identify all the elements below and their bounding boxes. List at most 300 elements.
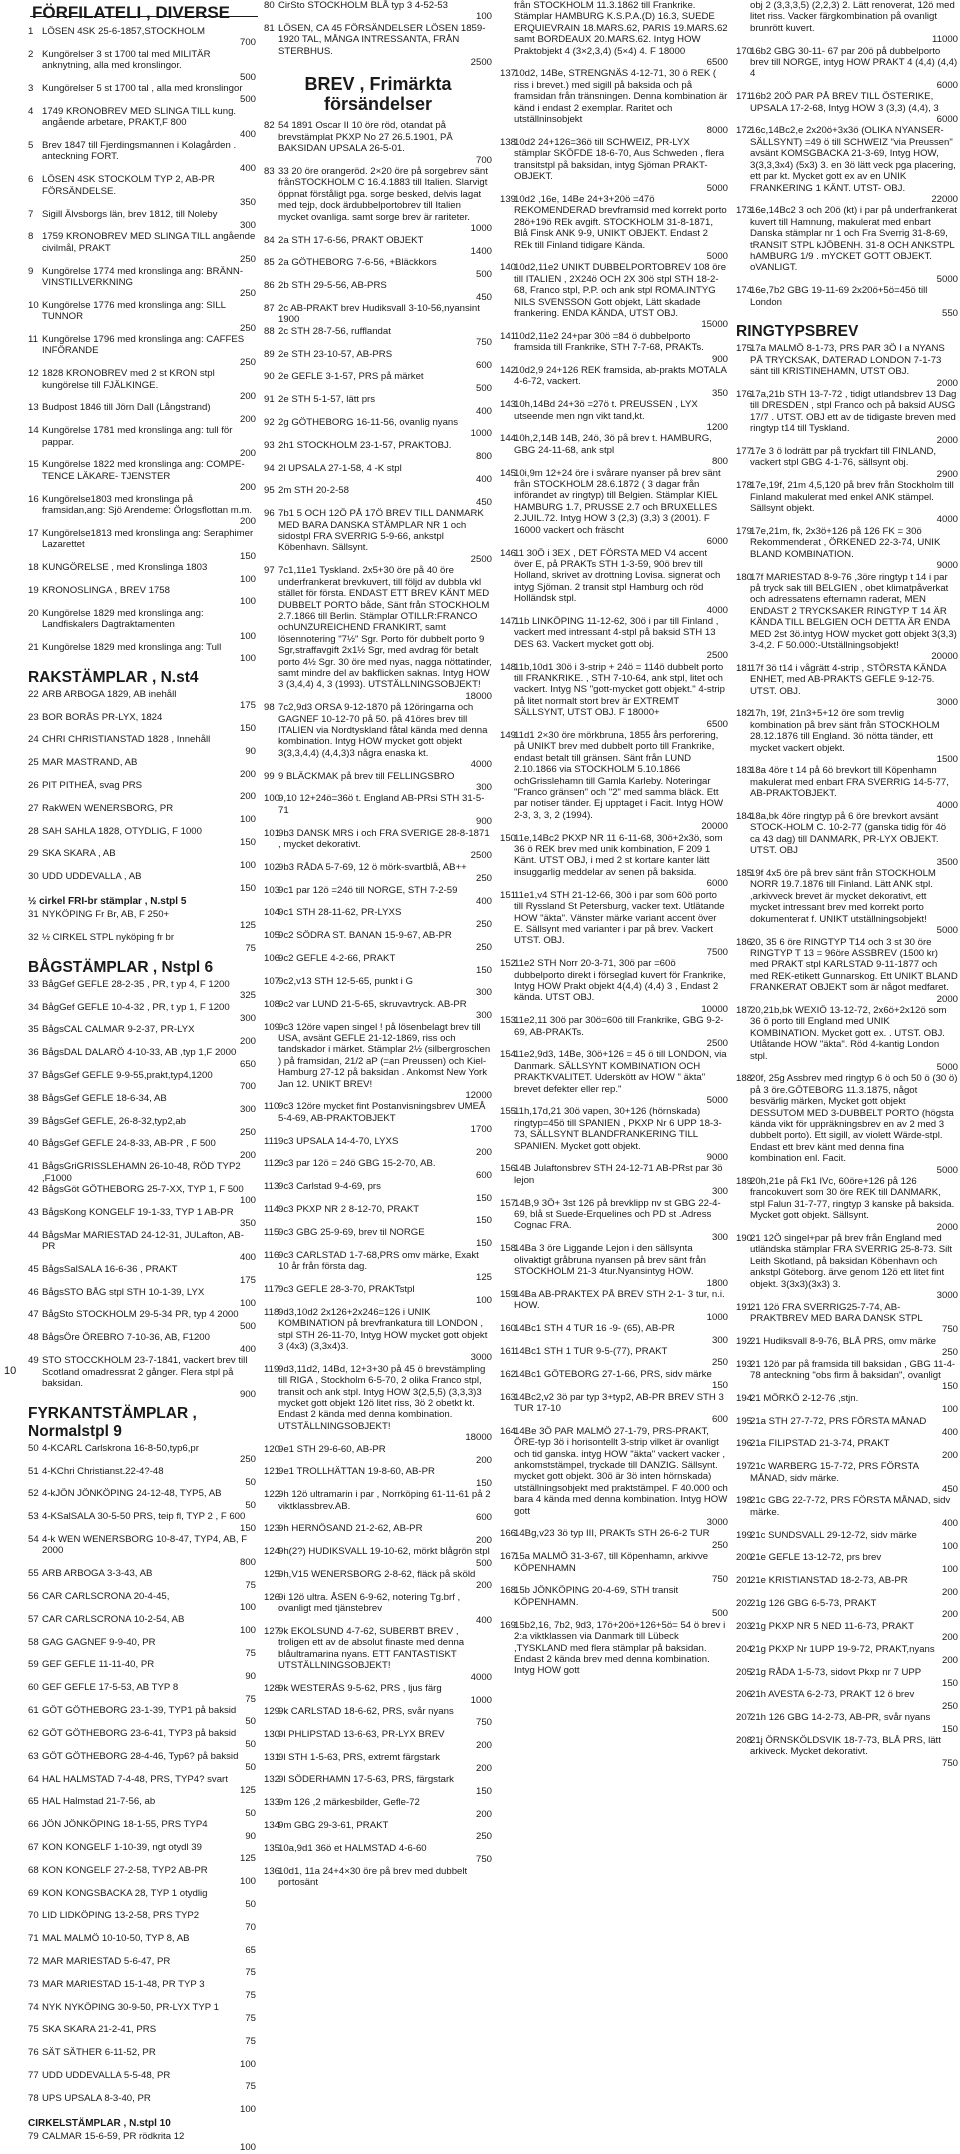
lot-item <box>28 1138 256 1161</box>
lot-price: 6000 <box>706 878 728 890</box>
lot-description: 9k CARLSTAD 18-6-62, PRS, svår nyans 750 <box>278 1705 492 1729</box>
lot-item <box>736 480 958 526</box>
lot-description: 9c2 SÖDRA ST. BANAN 15-9-67, AB-PR 250 <box>278 930 492 953</box>
lot-item <box>28 1774 256 1797</box>
lot-description: 9c3 12öre vapen singel ! på lösenbelagt brev till USA, avsänt GEFLE 21-12-1869, riss och tandskador i märket. Stämplar 2½ (silbergroschen ) på framsidan, 21/2 aP (=an Preussen) och Kiel-Hamburg 27-12 på baksidan . Ankomst New York Jan 12. UNIKT BREV! 12000 <box>278 1021 492 1101</box>
lot-item <box>28 1728 256 1751</box>
lot-price: 2000 <box>936 377 958 389</box>
lot-item <box>500 1392 728 1426</box>
lot-number: 72 <box>28 1956 39 1967</box>
lot-description: 14B Julaftonsbrev STH 24-12-71 AB-PRst par 3ö lejon 300 <box>514 1163 728 1198</box>
lot-number: 24 <box>28 734 39 746</box>
lot-description: 21 12Ö singel+par på brev från England med utländska stämplar FRA SVERRIG 25-8-73. Silt Leith Skotland, på baksidan Köbenhavn och ankstpl Göteborg. ärve genom 12ö ett litet fint objekt. 3(3x3)(3x3) 3. 3000 <box>750 1233 958 1302</box>
lot-description: 17a,21b STH 13-7-72 , tidigt utlandsbrev 13 Dag till DRESDEN , stpl Franco och på baksid AUSG 17/7 . UTST. OBJ ett av de tidigaste breven med ringtyp t14 till Tyskland. 2000 <box>750 389 958 446</box>
lot-item <box>736 663 958 709</box>
lot-number: 146 <box>500 547 517 559</box>
lot-description: 21g PKXP Nr 1UPP 19-9-72, PRAKT,nyans 200 <box>750 1643 958 1667</box>
lot-number: 97 <box>264 565 275 577</box>
lot-number: 191 <box>736 1301 753 1313</box>
lot-item <box>28 266 256 300</box>
lot-item <box>28 209 256 232</box>
lot-price: 500 <box>475 382 492 394</box>
lot-price: 150 <box>475 1192 492 1204</box>
lot-item <box>28 2093 256 2116</box>
lot-number: 170 <box>736 45 753 57</box>
lot-item <box>264 1592 492 1626</box>
lot-number: 152 <box>500 958 517 970</box>
lot-price: 175 <box>239 1275 256 1287</box>
lot-number: 27 <box>28 802 39 814</box>
lot-price: 700 <box>239 1081 256 1093</box>
subheading-cirkel: CIRKELSTÄMPLAR , N.stpl 10 <box>28 2117 171 2129</box>
lot-price: 900 <box>711 353 728 365</box>
lot-price: 250 <box>475 1831 492 1843</box>
lot-number: 54 <box>28 1533 39 1545</box>
lot-description: Brev 1847 till Fjerdingsmannen i Kolagården . anteckning FORT. 400 <box>42 140 256 174</box>
lot-item <box>28 1002 256 1025</box>
lot-item <box>28 803 256 826</box>
lot-description: BågsSalSALA 16-6-36 , PRAKT 175 <box>42 1263 256 1287</box>
lot-price: 400 <box>239 128 256 140</box>
lot-number: 131 <box>264 1751 281 1763</box>
lot-description: BågsGriGRISSLEHAMN 26-10-48, RÖD TYP2 ,F1000 <box>42 1161 241 1184</box>
lot-description: 9m GBG 29-3-61, PRAKT 250 <box>278 1819 492 1843</box>
lot-number: 123 <box>264 1523 281 1535</box>
lot-description: 9m 126 ,2 märkesbilder, Gefle-72 200 <box>278 1797 492 1820</box>
lot-description: 21g RÅDA 1-5-73, sidovt Pkxp nr 7 UPP 150 <box>750 1666 958 1689</box>
lot-number: 16 <box>28 493 39 505</box>
lot-number: 199 <box>736 1529 753 1541</box>
lot-price: 450 <box>475 291 492 303</box>
lot-number: 183 <box>736 765 753 777</box>
lot-item <box>264 417 492 440</box>
lot-price: 11000 <box>932 34 958 46</box>
lot-price: 2000 <box>936 434 958 446</box>
lot-price: 325 <box>239 990 256 1002</box>
lot-description: 54 1891 Oscar II 10 öre röd, otandat på brevstämplat PKXP No 27 26.5.1901, PÅ BAKSIDAN UPSALA 26-5-01. 700 <box>278 120 492 166</box>
lot-item <box>28 106 256 140</box>
lot-price: 500 <box>475 268 492 280</box>
lot-description: 10i,9m 12+24 öre i svårare nyanser på brev sänt från STOCKHOLM 28.6.1872 ( 3 dagar från införandet av ringtyp) till Belgien. Stämplar KIEL HAMBURG 1.7, PRUSSE 2.7 och BRUXELLES 2.JUIL.72. Intyg HOW 3 (2,3) (3,3) 3 (2001). F 16000 vackert och fräscht 6000 <box>514 467 728 548</box>
lot-description: UPS UPSALA 8-3-40, PR 100 <box>42 2092 256 2116</box>
lot-item <box>28 1796 256 1819</box>
lot-description: 10d2,9 24+126 REK framsida, ab-prakts MOTALA 4-6-72, vackert. 350 <box>514 365 728 399</box>
lot-number: 110 <box>264 1101 280 1113</box>
lot-number: 201 <box>736 1575 753 1587</box>
lot-item <box>264 280 492 303</box>
lot-number: 106 <box>264 953 281 965</box>
lot-item <box>28 1614 256 1637</box>
lot-item <box>28 1888 256 1911</box>
lot-item <box>500 616 728 662</box>
lot-number: 148 <box>500 661 517 673</box>
lot-description: KON KONGELF 27-2-58, TYP2 AB-PR 100 <box>42 1864 256 1888</box>
lot-item <box>28 1705 256 1728</box>
lot-description: GAG GAGNEF 9-9-40, PR 75 <box>42 1636 256 1660</box>
lot-description: 17f 3ö t14 i vågrätt 4-strip , STÖRSTA KÄNDA ENHET, med AB-PRAKTS GEFLE 9-12-75. UTST. OBJ. 3000 <box>750 662 958 708</box>
lot-item <box>28 1230 256 1264</box>
lot-item <box>28 1116 256 1139</box>
lot-price: 750 <box>475 1854 492 1866</box>
lot-description: 2m STH 20-2-58 450 <box>278 485 492 508</box>
lot-number: 113 <box>264 1181 280 1193</box>
lot-price: 200 <box>239 516 256 528</box>
lot-price: 50 <box>245 1476 256 1488</box>
lot-price: 300 <box>239 1104 256 1116</box>
lot-number: 116 <box>264 1249 280 1261</box>
lot-description: 21 12ö FRA SVERRIG25-7-74, AB-PRAKTBREV MED BARA DANSK STPL 750 <box>750 1301 958 1336</box>
lot-description: BågsKong KONGELF 19-1-33, TYP 1 AB-PR 350 <box>42 1206 256 1230</box>
lot-number: 88 <box>264 325 275 337</box>
lot-price: 75 <box>245 2081 256 2093</box>
lot-price: 4000 <box>470 759 492 771</box>
lot-item <box>28 1751 256 1774</box>
lot-description: 2c STH 28-7-56, rufflandat 750 <box>278 325 492 349</box>
lot-item <box>736 46 958 92</box>
lot-number: 30 <box>28 871 39 883</box>
page-number: 10 <box>4 1365 17 1377</box>
lot-item <box>264 1307 492 1364</box>
lot-number: 122 <box>264 1489 281 1501</box>
lot-description: 11b,10d1 30ö i 3-strip + 24ö = 114ö dubbelt porto till FRANKRIKE. , STH 7-10-64, ank stpl, litet och vackert. Intyg NS "gott-mycket gott objekt." 4-strip på litet normalt stort brev är EXTREMT SÄLLSYNT, UTST OBJ. F 18000+ 6500 <box>514 661 728 730</box>
lot-description: 7c2,9d3 ORSA 9-12-1870 på 12öringarna och GAGNEF 10-12-70 på 50. på 41öres brev till ITALIEN via Nordtyskland fåtal kända med denna kombination. Intyg HOW mycket gott objekt 3(3,3,4,4) (4,4,3)3 några enaska kt. 4000 <box>278 702 492 771</box>
lot-number: 38 <box>28 1092 39 1104</box>
lot-price: 450 <box>475 496 492 508</box>
lot-description: 4-KChri Christianst.22-4?-48 50 <box>42 1465 256 1488</box>
lot-description: 16e,7b2 GBG 19-11-69 2x20ö+5ö=45ö till London 550 <box>750 285 958 319</box>
lot-item <box>264 1204 492 1227</box>
lot-item <box>736 1621 958 1644</box>
lot-price: 22000 <box>931 193 958 205</box>
lot-price: 400 <box>475 474 492 486</box>
lot-number: 145 <box>500 467 517 479</box>
lot-number: 130 <box>264 1728 281 1740</box>
lot-price: 18000 <box>465 690 492 702</box>
lot-description: 11e2,9d3, 14Be, 30ö+126 = 45 ö till LONDON, via Danmark. SÄLLSYNT KOMBINATION OCH PRAKTKVALITET. Uderskött av HOW " äkta" brevet defekter eller rep." 5000 <box>514 1049 728 1106</box>
lot-price: 100 <box>239 2058 256 2070</box>
lot-price: 75 <box>245 1579 256 1591</box>
lot-description: 17f MARIESTAD 8-9-76 ,3öre ringtyp t 14 i par på tryck sak till BELGIEN , obet klimatpåverkat och adressatens efternamn raderat, MEN ENDAST 2 TRYCKSAKER RINGTYP T 14 ÄR KÄNDA TILL BELGIEN OCH DETTA ÄR ENDA MED 2st 3ö.intyg HOW mycket gott objekt 3(3,3) 3-4,2. F 50.000:-Utställningsobjekt! 20000 <box>750 571 958 663</box>
lot-description: BågsGef GEFLE 18-6-34, AB 300 <box>42 1092 256 1116</box>
lot-item <box>28 780 256 803</box>
lot-number: 36 <box>28 1047 39 1059</box>
lot-number: 12 <box>28 368 39 380</box>
lot-number: 186 <box>736 936 753 948</box>
lot-description: 18a 4öre t 14 på 6ö brevkort till Köpenhamn makulerat med enbart FRA SVERRIG 14-5-77, AB-PRAKTOBJEKT. 4000 <box>750 765 958 811</box>
lot-price: 100 <box>475 11 492 23</box>
lot-item <box>28 1819 256 1842</box>
lot-price: 3000 <box>706 1517 728 1529</box>
lot-price: 200 <box>475 1580 492 1592</box>
lot-price: 2000 <box>936 1221 958 1233</box>
lot-price: 200 <box>239 413 256 425</box>
lot-price: 500 <box>475 1557 492 1569</box>
lot-item <box>264 394 492 417</box>
lot-item <box>264 1250 492 1284</box>
lot-price: 1000 <box>470 223 492 235</box>
lot-price: 300 <box>239 1012 256 1024</box>
lot-number: 7 <box>28 208 34 220</box>
lot-description: LÖSEN 4SK STOCKOLM TYP 2, AB-PR FÖRSÄNDELSE. 350 <box>42 174 256 209</box>
lot-item <box>736 1005 958 1073</box>
lot-item <box>736 0 958 46</box>
lot-description: 21g 126 GBG 6-5-73, PRAKT 200 <box>750 1598 958 1621</box>
lot-description: 7b1 5 OCH 12Ö PÅ 17Ö BREV TILL DANMARK MED BARA DANSKA STÄMPLAR NR 1 och sidostpl FRA SVERRIG 5-9-66, ankstpl Köbenhavn. Sällsynt. 2500 <box>278 508 492 565</box>
lot-price: 9000 <box>706 1152 728 1164</box>
lot-number: 121 <box>264 1466 281 1478</box>
lot-price: 250 <box>239 1454 256 1466</box>
lot-price: 150 <box>239 882 256 894</box>
lot-number: 204 <box>736 1643 753 1655</box>
lot-item <box>500 1551 728 1585</box>
lot-description: 21c SUNDSVALL 29-12-72, sidv märke 100 <box>750 1529 958 1553</box>
lot-description: ARB ARBOGA 3-3-43, AB 75 <box>42 1568 256 1591</box>
lot-description: HAL Halmstad 21-7-56, ab 50 <box>42 1796 256 1819</box>
lot-price: 150 <box>239 837 256 849</box>
lot-number: 5 <box>28 140 34 152</box>
lot-price: 8000 <box>706 125 728 137</box>
lot-price: 50 <box>245 1499 256 1511</box>
lot-number: 188 <box>736 1073 753 1085</box>
lot-price: 300 <box>711 1334 728 1346</box>
lot-number: 99 <box>264 770 275 782</box>
lot-item <box>500 1198 728 1244</box>
lot-item <box>264 371 492 394</box>
lot-number: 119 <box>264 1363 280 1375</box>
lot-price: 600 <box>711 1414 728 1426</box>
lot-number: 107 <box>264 975 281 987</box>
lot-price: 400 <box>239 162 256 174</box>
lot-number: 71 <box>28 1933 39 1945</box>
lot-item <box>28 425 256 459</box>
lot-number: 150 <box>500 832 517 844</box>
lot-description: 2c AB-PRAKT brev Hudiksvall 3-10-56,nyansint 1900 <box>278 302 480 326</box>
lot-item <box>500 1289 728 1323</box>
lot-price: 6000 <box>706 536 728 548</box>
lot-description: CirSto STOCKHOLM BLÅ typ 3 4-52-53 100 <box>278 0 492 23</box>
lot-item <box>28 2024 256 2047</box>
lot-price: 300 <box>239 219 256 231</box>
lot-item <box>264 999 492 1022</box>
lot-description: BågsGef GEFLE 9-9-55,prakt,typ4,1200 700 <box>42 1069 256 1093</box>
lot-number: 46 <box>28 1286 39 1298</box>
lot-description: 7c1,11e1 Tyskland. 2x5+30 öre på 40 öre underfrankerat brevkuvert, till följd av dubbla vkl stället för första. ENDAST ETT BREV KÄNT MED DUBBELT PORTO både, Sänt från STOCKHOLM 2.7.1866 till Berlin. Stämplar OTILLR:FRANCO ochUNZUREICHEND FRANKIRT, samt lösennotering "7½" Sgr. Porto för dubbelt porto 9 Sgr,straffavgift 2x1½ Sgr, med avdrag för betalt porto 4½ Sgr. 30 öre med nyas, nagga nöttatinder, samt mindre del av bakflicken saknas. Intyg HOW 3 (3,4,4) 4, 3 (1993). UTSTÄLLNINGSOBJEKT! 18000 <box>278 565 492 702</box>
lot-list <box>264 120 492 1888</box>
lot-description: 9c3 CARLSTAD 1-7-68,PRS omv märke, Exakt 10 år från första dag. 125 <box>278 1249 492 1284</box>
lot-number: 69 <box>28 1887 39 1899</box>
lot-price: 2500 <box>470 553 492 565</box>
lot-number: 117 <box>264 1283 280 1295</box>
lot-price: 250 <box>239 1126 256 1138</box>
lot-number: 60 <box>28 1682 39 1694</box>
lot-number: 73 <box>28 1978 39 1990</box>
lot-price: 300 <box>711 1231 728 1243</box>
lot-number: 78 <box>28 2092 39 2104</box>
lot-number: 156 <box>500 1163 517 1175</box>
lot-description: BågGef GEFLE 10-4-32 , PR, t yp 1, F 1200 300 <box>42 1001 256 1024</box>
lot-description: 16b2 20Ö PAR PÅ BREV TILL ÖSTERIKE, UPSALA 17-2-68, Intyg HOW 3 (3,3) (4,4), 3 6000 <box>750 91 958 126</box>
lot-description: 9c1 par 12ö =24ö till NORGE, STH 7-2-59 400 <box>278 884 492 908</box>
lot-price: 2500 <box>706 650 728 662</box>
lot-description: 10d2, 14Be, STRENGNÄS 4-12-71, 30 ö REK ( riss i brevet.) med sigill på baksida och på framsidan från tränsningen. Denna kombination är känd i endast 2 exemplar. Raritet och utställninsobjekt 8000 <box>514 68 728 137</box>
lot-price: 75 <box>245 2013 256 2025</box>
lot-price: 250 <box>941 1700 958 1712</box>
lot-item <box>28 174 256 208</box>
lot-item <box>264 953 492 976</box>
lot-number: 21 <box>28 641 39 653</box>
lot-item <box>736 868 958 936</box>
lot-description: 9,10 12+24ö=36ö t. England AB-PRsi STH 31-5-71 900 <box>278 793 492 828</box>
lot-number: 104 <box>264 907 281 919</box>
lot-description: NYK NYKÖPING 30-9-50, PR-LYX TYP 1 75 <box>42 2001 256 2025</box>
lot-description: 9h,V15 WENERSBORG 2-8-62, fläck på sköld 200 <box>278 1569 492 1592</box>
lot-item <box>500 1620 728 1677</box>
lot-number: 174 <box>736 285 753 297</box>
lot-item <box>28 402 256 425</box>
lot-price: 400 <box>475 405 492 417</box>
lot-price: 4000 <box>706 604 728 616</box>
lot-price: 200 <box>239 448 256 460</box>
lot-number: 208 <box>736 1734 753 1746</box>
lot-number: 178 <box>736 480 753 492</box>
lot-description: 11e2 STH Norr 20-3-71, 30ö par =60ö dubbelporto direkt i förseglad kuvert för Frankrike, Intyg HOW Prakt objekt 4(4,4) (4,4) 3 , Endast 2 kända. UTST OBJ. 10000 <box>514 958 728 1015</box>
lot-description: 16e,14Bc2 3 och 20ö (kt) i par på underfrankerat kuvert till Hamnung, makulerat med enbart Danska stämplar nr 1 och Fra Sverrig 31-8-69, tRANSIT STPL kJÖBENH. 31-8 OCH ANKSTPL hAMBURG 1/9 . mYCKET GOTT OBJEKT. oVANLIGT. 5000 <box>750 205 958 285</box>
lot-item <box>736 526 958 572</box>
lot-number: 85 <box>264 257 275 269</box>
lot-item <box>736 1495 958 1529</box>
lot-item <box>28 528 256 562</box>
lot-price: 200 <box>475 1808 492 1820</box>
lot-description: 11e,14Bc2 PKXP NR 11 6-11-68, 30ö+2x3ö, som 36 ö REK brev med unik kombination, F 209 1 Känt. UTST OBJ, i med 2 st kortare kanter lätt insuggarlig meddelar av senen på baksida. 6000 <box>514 832 728 890</box>
lot-price: 75 <box>245 1967 256 1979</box>
lot-item <box>264 303 492 326</box>
lot-price: 200 <box>239 391 256 402</box>
lot-number: 135 <box>264 1842 281 1854</box>
lot-price: 250 <box>239 254 256 266</box>
lot-description: 4-KSalSALA 30-5-50 PRS, teip fl, TYP 2 , F 600 150 <box>42 1511 256 1534</box>
lot-price: 400 <box>941 1518 958 1530</box>
lot-item <box>736 91 958 125</box>
lot-item <box>28 2131 256 2154</box>
lot-item <box>264 23 492 69</box>
lot-number: 158 <box>500 1243 517 1255</box>
lot-description: NYKÖPING Fr Br, AB, F 250+ 125 <box>42 909 256 932</box>
lot-description: Kungörelse1803 med kronslinga på framsidan,ang: Sjö Arendeme: Örlogsflottan m.m. 200 <box>42 493 256 528</box>
lot-price: 400 <box>239 1343 256 1355</box>
lot-number: 196 <box>736 1438 753 1450</box>
lot-description: 2a GÖTHEBORG 7-6-56, +Bläckkors 500 <box>278 257 492 280</box>
lot-list <box>500 0 728 1677</box>
lot-number: 19 <box>28 584 39 596</box>
lot-item <box>500 1369 728 1392</box>
lot-item <box>264 862 492 885</box>
lot-number: 205 <box>736 1666 753 1678</box>
lot-item <box>28 1309 256 1332</box>
lot-description: 17e 3 ö lodrätt par på tryckfart till FINLAND, vackert stpl GBG 4-1-76, sällsynt obj. 2900 <box>750 446 958 480</box>
lot-number: 100 <box>264 793 281 805</box>
lot-item <box>264 166 492 234</box>
lot-price: 250 <box>711 1539 728 1551</box>
lot-price: 150 <box>711 1380 728 1392</box>
lot-description: 21 12ö par på framsida till baksidan , GBG 11-4-78 anteckning "obs firm å baksidan", ovanligt 150 <box>750 1358 958 1393</box>
lot-price: 5000 <box>936 925 958 937</box>
lot-price: 500 <box>239 1320 256 1332</box>
lot-item <box>28 1287 256 1310</box>
lot-list <box>28 689 256 894</box>
lot-item <box>500 262 728 330</box>
lot-price: 175 <box>239 700 256 712</box>
lot-description: från STOCKHOLM 11.3.1862 till Frankrike. Stämplar HAMBURG K.S.P.A.(D) 16.3, SUEDE ERQUIEVRAIN 18.MARS.62, PARIS 19.MARS.62 samt BORDEAUX 20.MARS.62. Intyg HOW Praktobjekt 4 (3×2,3,4) (5×4) 4. F 18000 6500 <box>514 0 728 69</box>
lot-description: 9b3 RÅDA 5-7-69, 12 ö mörk-svartblå, AB++ 250 <box>278 861 492 885</box>
lot-price: 350 <box>711 387 728 399</box>
lot-description: 17h, 19f, 21n3+5+12 öre som trevlig kombination på brev sänt från STOCKHOLM 28.12.1876 till England. 3ö nötta tänder, ett mycket vackert objekt. 1500 <box>750 708 958 765</box>
lot-price: 1800 <box>706 1277 728 1289</box>
lot-price: 150 <box>239 550 256 562</box>
lot-price: 200 <box>239 1035 256 1047</box>
lot-price: 50 <box>245 1716 256 1728</box>
lot-number: 187 <box>736 1004 753 1016</box>
lot-item <box>264 771 492 794</box>
column-4 <box>736 0 958 1769</box>
lot-price: 75 <box>245 943 256 955</box>
lot-price: 200 <box>941 1632 958 1644</box>
lot-price: 300 <box>475 987 492 999</box>
lot-description: JÖN JÖNKÖPING 18-1-55, PRS TYP4 90 <box>42 1819 256 1842</box>
lot-price: 4000 <box>470 1671 492 1683</box>
lot-number: 9 <box>28 265 34 277</box>
lot-item <box>500 1323 728 1346</box>
lot-price: 70 <box>245 1921 256 1933</box>
lot-item <box>28 334 256 368</box>
lot-item <box>28 1047 256 1070</box>
lot-price: 250 <box>239 322 256 334</box>
lot-number: 25 <box>28 757 39 769</box>
lot-number: 68 <box>28 1864 39 1876</box>
lot-item <box>264 1752 492 1775</box>
lot-number: 172 <box>736 125 753 137</box>
lot-item <box>736 1461 958 1495</box>
lot-item <box>28 2070 256 2093</box>
lot-number: 167 <box>500 1551 517 1563</box>
lot-item <box>736 125 958 205</box>
lot-price: 200 <box>239 791 256 803</box>
lot-number: 64 <box>28 1773 39 1785</box>
lot-item <box>28 83 256 106</box>
lot-number: 105 <box>264 930 281 942</box>
lot-description: PIT PITHEÅ, svag PRS 200 <box>42 780 256 803</box>
lot-price: 200 <box>941 1449 958 1461</box>
lot-description: 9c3 GEFLE 28-3-70, PRAKTstpl 100 <box>278 1283 492 1307</box>
lot-price: 400 <box>475 1614 492 1626</box>
lot-number: 111 <box>264 1135 279 1147</box>
lot-price: 12000 <box>465 1089 492 1101</box>
lot-item <box>28 848 256 871</box>
lot-number: 74 <box>28 2001 39 2013</box>
lot-price: 200 <box>475 1534 492 1546</box>
lot-price: 300 <box>711 1186 728 1198</box>
lot-item <box>28 1511 256 1534</box>
lot-number: 138 <box>500 136 517 148</box>
lot-description: KRONOSLINGA , BREV 1758 100 <box>42 584 256 608</box>
lot-number: 1 <box>28 26 34 37</box>
lot-description: 14Bc2,v2 3ö par typ 3+typ2, AB-PR BREV STH 3 TUR 17-10 600 <box>514 1391 728 1426</box>
lot-number: 13 <box>28 402 39 414</box>
lot-number: 151 <box>500 889 517 901</box>
lot-item <box>28 459 256 493</box>
lot-price: 5000 <box>936 1164 958 1176</box>
lot-description: GEF GEFLE 17-5-53, AB TYP 8 75 <box>42 1682 256 1705</box>
lot-description: ARB ARBOGA 1829, AB inehåll 175 <box>42 688 256 712</box>
